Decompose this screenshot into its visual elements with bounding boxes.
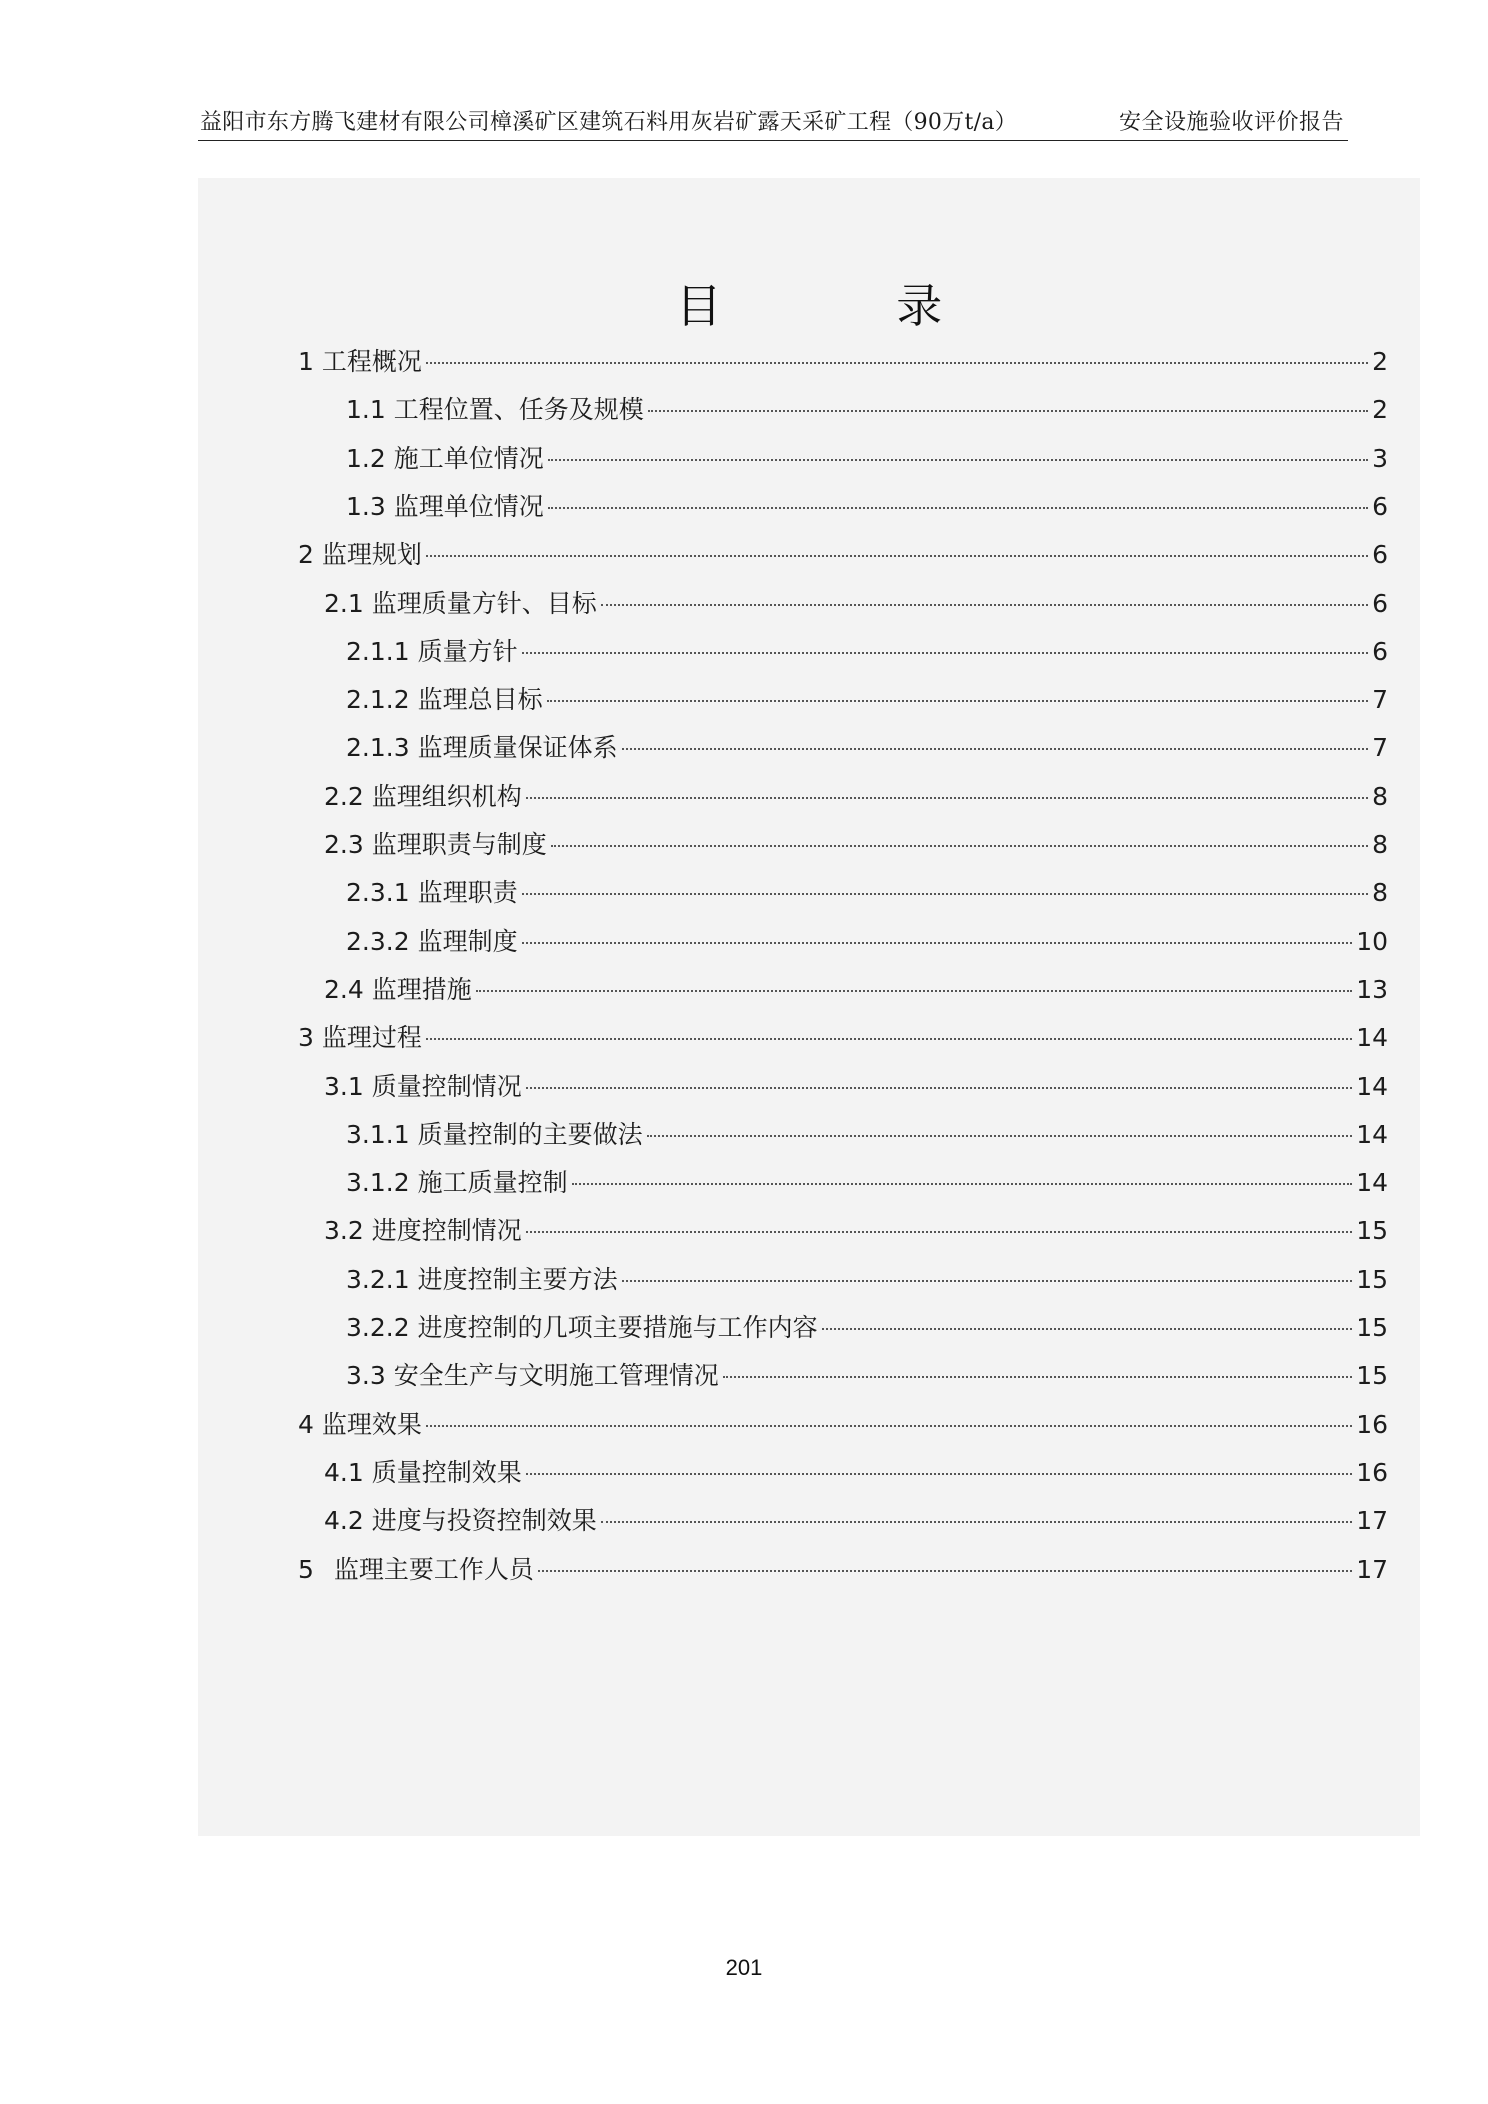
toc-entry-page: 15 <box>1356 1361 1388 1391</box>
toc-entry-label: 监理效果 <box>321 1409 422 1439</box>
toc-entry-number: 3.1.2 <box>346 1168 410 1198</box>
toc-dot-leader <box>522 893 1368 895</box>
toc-entry-label: 监理组织机构 <box>371 781 522 811</box>
toc-entry-label: 监理规划 <box>321 540 422 570</box>
toc-entry-label: 监理主要工作人员 <box>333 1554 534 1584</box>
toc-dot-leader <box>426 555 1368 557</box>
toc-entry-page: 6 <box>1372 491 1388 521</box>
toc-dot-leader <box>551 845 1368 847</box>
toc-entry-number: 3.1 <box>324 1071 364 1101</box>
toc-entry[interactable] <box>298 1018 1388 1058</box>
toc-entry-number: 4 <box>298 1409 314 1439</box>
toc-entry-label: 监理职责 <box>417 878 518 908</box>
toc-entry-number: 2.3.2 <box>346 926 410 956</box>
toc-dot-leader <box>526 797 1368 799</box>
toc-entry-page: 14 <box>1356 1071 1388 1101</box>
toc-entry-page: 6 <box>1372 588 1388 618</box>
toc-dot-leader <box>522 652 1368 654</box>
toc-entry-number: 4.1 <box>324 1457 364 1487</box>
toc-dot-leader <box>601 604 1368 606</box>
toc-entry-number: 3 <box>298 1023 314 1053</box>
toc-entry-number: 2.4 <box>324 974 364 1004</box>
toc-entry-number: 2 <box>298 540 314 570</box>
header-project-title: 益阳市东方腾飞建材有限公司樟溪矿区建筑石料用灰岩矿露天采矿工程（90万t/a） <box>200 110 1018 135</box>
toc-entry-page: 3 <box>1372 443 1388 473</box>
toc-entry[interactable] <box>324 777 1388 817</box>
toc-entry[interactable] <box>324 970 1388 1010</box>
toc-entry[interactable] <box>346 1163 1388 1203</box>
toc-entry-label: 监理总目标 <box>417 685 543 715</box>
toc-entry-number: 4.2 <box>324 1506 364 1536</box>
toc-entry[interactable] <box>324 825 1388 865</box>
toc-entry[interactable] <box>298 1405 1388 1445</box>
toc-entry-label: 进度控制情况 <box>371 1216 522 1246</box>
toc-entry[interactable] <box>346 487 1388 527</box>
page-number: 201 <box>725 1955 763 1980</box>
toc-entry-label: 安全生产与文明施工管理情况 <box>393 1361 719 1391</box>
toc-entry-label: 监理职责与制度 <box>371 830 547 859</box>
toc-dot-leader <box>548 507 1368 509</box>
toc-entry-number: 2.1.1 <box>346 636 410 666</box>
toc-entry-page: 8 <box>1372 781 1388 811</box>
toc-entry-label: 监理过程 <box>321 1023 422 1053</box>
header-report-title: 安全设施验收评价报告 <box>1118 110 1344 135</box>
toc-entry-page: 17 <box>1356 1554 1388 1584</box>
toc-entry[interactable] <box>298 535 1388 575</box>
toc-entry[interactable] <box>324 1211 1388 1251</box>
toc-entry-number: 1.1 <box>346 395 386 425</box>
toc-dot-leader <box>476 990 1352 992</box>
toc-entry-label: 监理措施 <box>371 974 472 1004</box>
toc-entry-label: 进度与投资控制效果 <box>371 1506 597 1536</box>
toc-entry-page: 15 <box>1356 1264 1388 1294</box>
toc-entry[interactable] <box>346 1260 1388 1300</box>
toc-entry-number: 3.2.1 <box>346 1264 410 1294</box>
toc-entry-number: 2.3.1 <box>346 878 410 908</box>
scanned-toc-page <box>198 178 1420 1836</box>
toc-entry[interactable] <box>346 439 1388 479</box>
toc-entry-page: 7 <box>1372 733 1388 763</box>
toc-entry-number: 1 <box>298 347 314 376</box>
toc-dot-leader <box>426 1038 1352 1040</box>
toc-entry[interactable] <box>324 1453 1388 1493</box>
toc-dot-leader <box>526 1231 1352 1233</box>
toc-entry-page: 14 <box>1356 1119 1388 1149</box>
toc-dot-leader <box>622 1280 1353 1282</box>
toc-entry-label: 工程概况 <box>321 347 422 376</box>
toc-dot-leader <box>426 1425 1352 1427</box>
toc-entry[interactable] <box>324 584 1388 624</box>
toc-dot-leader <box>647 1135 1353 1137</box>
toc-dot-leader <box>522 942 1353 944</box>
toc-entry-label: 监理单位情况 <box>393 491 544 521</box>
toc-entry-label: 质量控制效果 <box>371 1457 522 1487</box>
toc-entry[interactable] <box>346 632 1388 672</box>
toc-entry-number: 5 <box>298 1554 314 1584</box>
toc-dot-leader <box>548 459 1368 461</box>
toc-entry-number: 1.3 <box>346 491 386 521</box>
toc-entry[interactable] <box>346 922 1388 962</box>
toc-entry[interactable] <box>298 1550 1388 1590</box>
toc-entry-page: 16 <box>1356 1409 1388 1439</box>
toc-entry[interactable] <box>298 342 1388 382</box>
toc-entry-label: 监理质量方针、目标 <box>371 588 597 618</box>
toc-entry-page: 2 <box>1372 347 1388 376</box>
toc-dot-leader <box>526 1087 1352 1089</box>
toc-entry-label: 施工质量控制 <box>417 1168 568 1198</box>
toc-entry-number: 2.3 <box>324 830 364 859</box>
toc-dot-leader <box>648 410 1368 412</box>
toc-entry-page: 8 <box>1372 830 1388 859</box>
toc-entry-page: 6 <box>1372 540 1388 570</box>
toc-entry-label: 监理制度 <box>417 926 518 956</box>
toc-entry-number: 3.1.1 <box>346 1119 410 1149</box>
toc-entry[interactable] <box>346 680 1388 720</box>
toc-entry[interactable] <box>346 1115 1388 1155</box>
toc-entry[interactable] <box>346 728 1388 768</box>
toc-dot-leader <box>426 362 1368 364</box>
toc-entry-label: 进度控制主要方法 <box>417 1264 618 1294</box>
toc-entry-label: 质量控制的主要做法 <box>417 1119 643 1149</box>
toc-entry-page: 14 <box>1356 1168 1388 1198</box>
toc-entry[interactable] <box>346 1308 1388 1348</box>
toc-dot-leader <box>547 700 1368 702</box>
toc-entry-page: 6 <box>1372 636 1388 666</box>
toc-entry-number: 3.2 <box>324 1216 364 1246</box>
toc-dot-leader <box>572 1183 1353 1185</box>
toc-entry-page: 17 <box>1356 1506 1388 1536</box>
toc-entry-page: 13 <box>1356 974 1388 1004</box>
toc-entry-number: 2.2 <box>324 781 364 811</box>
toc-entry-number: 3.3 <box>346 1361 386 1391</box>
toc-dot-leader <box>526 1473 1352 1475</box>
toc-dot-leader <box>622 748 1368 750</box>
toc-entry-label: 监理质量保证体系 <box>417 733 618 763</box>
toc-entry-number: 2.1.3 <box>346 733 410 763</box>
toc-entry-number: 2.1.2 <box>346 685 410 715</box>
toc-entry-page: 15 <box>1356 1216 1388 1246</box>
toc-entry-page: 15 <box>1356 1313 1388 1342</box>
toc-entry-label: 质量方针 <box>417 636 518 666</box>
toc-entry[interactable] <box>324 1501 1388 1541</box>
toc-entry-label: 质量控制情况 <box>371 1071 522 1101</box>
toc-entry-number: 1.2 <box>346 443 386 473</box>
page-header <box>198 104 1348 141</box>
toc-entry-page: 10 <box>1356 926 1388 956</box>
toc-entry-number: 3.2.2 <box>346 1313 410 1342</box>
toc-title: 目 录 <box>675 279 1023 333</box>
toc-entry[interactable] <box>324 1067 1388 1107</box>
toc-entry[interactable] <box>346 873 1388 913</box>
toc-entry[interactable] <box>346 390 1388 430</box>
toc-dot-leader <box>538 1570 1352 1572</box>
toc-entry[interactable] <box>346 1356 1388 1396</box>
toc-entry-label: 工程位置、任务及规模 <box>393 395 644 425</box>
toc-dot-leader <box>601 1521 1352 1523</box>
toc-entry-label: 进度控制的几项主要措施与工作内容 <box>417 1313 818 1342</box>
toc-dot-leader <box>822 1328 1353 1330</box>
toc-entry-page: 2 <box>1372 395 1388 425</box>
toc-entry-label: 施工单位情况 <box>393 443 544 473</box>
toc-entry-page: 7 <box>1372 685 1388 715</box>
toc-entry-number: 2.1 <box>324 588 364 618</box>
toc-entry-page: 14 <box>1356 1023 1388 1053</box>
toc-entry-page: 16 <box>1356 1457 1388 1487</box>
toc-dot-leader <box>723 1376 1352 1378</box>
toc-entry-page: 8 <box>1372 878 1388 908</box>
